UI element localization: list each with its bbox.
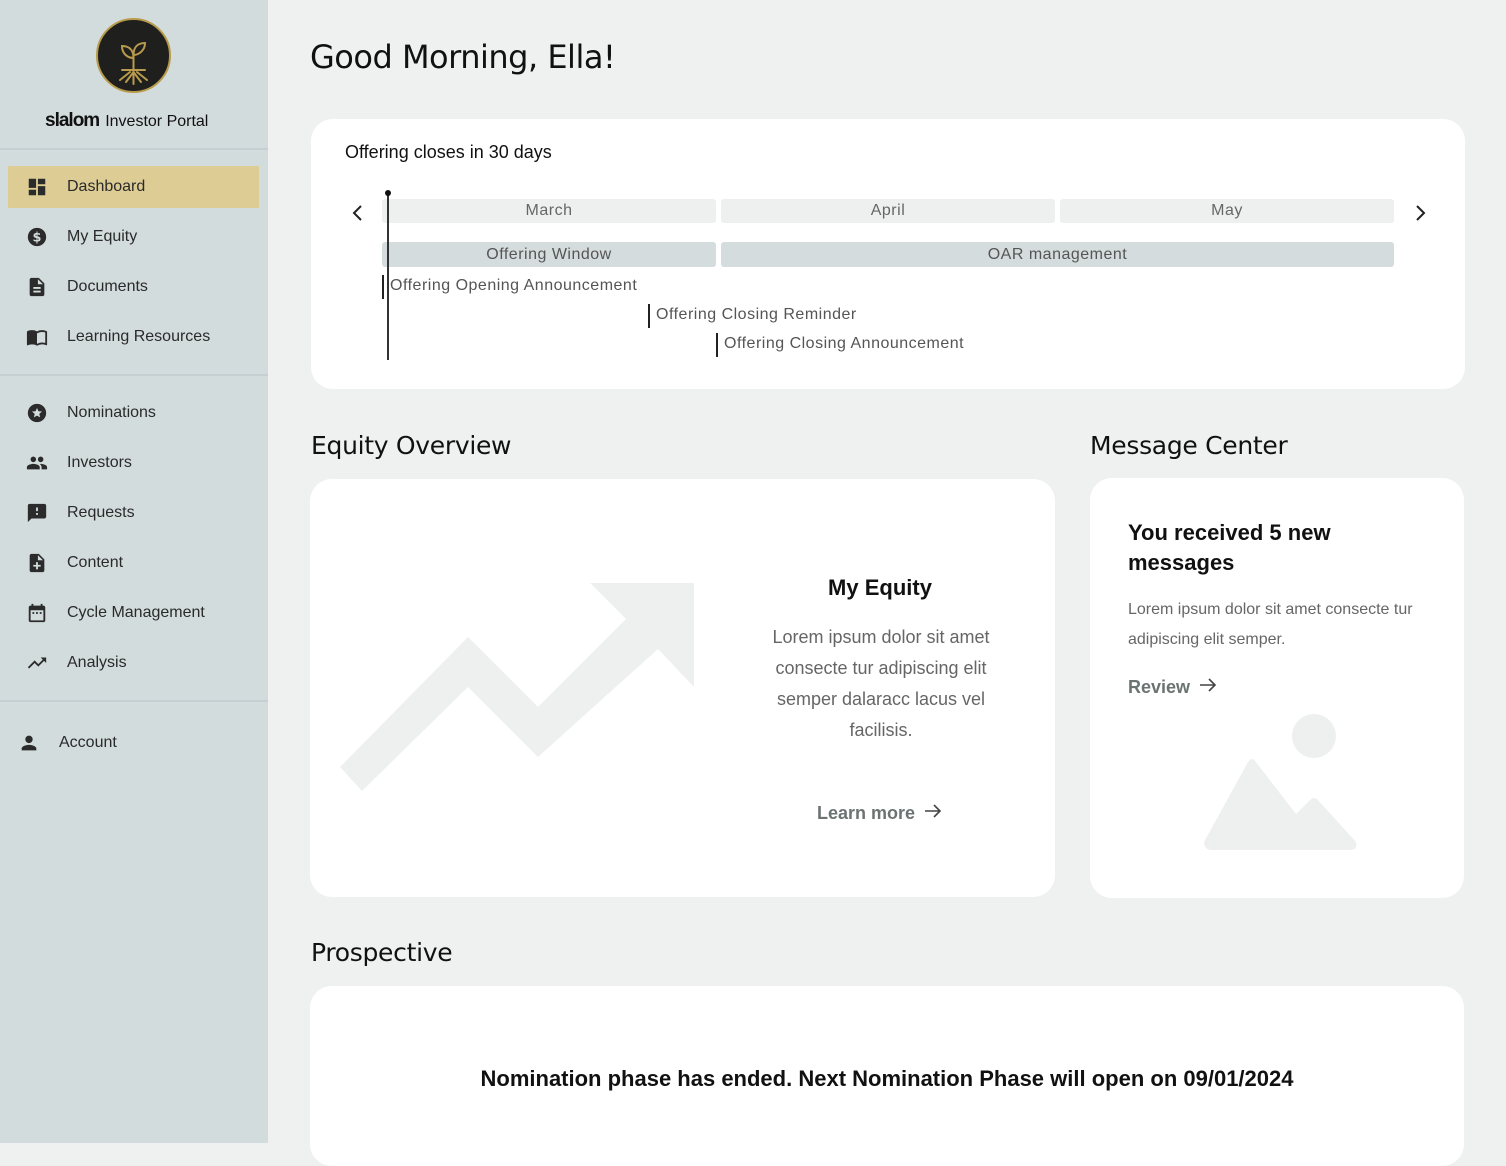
equity-overview-card [310,479,1055,897]
sidebar-item-cycle-management[interactable] [8,592,259,634]
prospective-section-title: Prospective [311,938,453,967]
sidebar-item-nominations[interactable] [8,392,259,434]
timeline-title: Offering closes in 30 days [345,142,552,162]
logo-area [0,0,268,150]
trend-arrow-illustration [340,579,700,799]
nomination-status-text: Nomination phase has ended. Next Nomination Phase will open on 09/01/2024 [480,1066,1294,1091]
equity-heading: My Equity [828,575,932,600]
sidebar-item-label: Nominations [67,404,156,421]
timeline-event[interactable]: Offering Closing Announcement [716,333,964,357]
divider [0,148,268,150]
sidebar-item-account[interactable] [0,722,251,764]
timeline-month: April [721,199,1055,223]
sidebar-item-label: My Equity [67,228,138,245]
message-section-title: Message Center [1090,431,1288,460]
book-icon [26,326,48,348]
review-label: Review [1128,677,1191,697]
sidebar-item-label: Dashboard [67,178,146,195]
person-icon [18,732,40,754]
message-heading: You received 5 new messages [1128,520,1331,575]
page-title: Good Morning, Ella! [310,38,616,76]
product-name: Investor Portal [105,113,209,130]
sidebar-item-label: Learning Resources [67,328,211,345]
calendar-icon [26,602,48,624]
sidebar-item-requests[interactable] [8,492,259,534]
timeline-month: May [1060,199,1394,223]
document-icon [26,276,48,298]
sidebar-item-analysis[interactable] [8,642,259,684]
review-link[interactable] [1128,675,1218,700]
sidebar-item-label: Cycle Management [67,604,205,621]
arrow-right-icon [923,801,943,826]
message-center-card [1090,478,1464,898]
chevron-right-icon[interactable] [1408,201,1432,225]
feedback-icon [26,502,48,524]
sidebar-item-label: Analysis [67,654,127,671]
timeline-month: March [382,199,716,223]
prospective-card [310,986,1464,1166]
timeline-phase[interactable]: Offering Window [382,242,716,267]
sidebar-item-my-equity[interactable] [8,216,259,258]
chevron-left-icon[interactable] [346,201,370,225]
learn-more-link[interactable] [817,801,943,826]
sidebar [0,0,268,1143]
star-circle-icon [26,402,48,424]
sidebar-item-learning-resources[interactable] [8,316,259,358]
brand-name [45,110,208,132]
offering-timeline-card [311,119,1465,389]
equity-description: Lorem ipsum dolor sit amet consecte tur adipiscing elit semper dalaracc lacus vel facilisis. [772,627,990,740]
timeline-event[interactable]: Offering Opening Announcement [382,275,637,299]
arrow-right-icon [1198,675,1218,700]
equity-section-title: Equity Overview [311,431,512,460]
divider [0,374,268,376]
message-description: Lorem ipsum dolor sit amet consecte tur adipiscing elit semper. [1128,601,1413,648]
divider [0,700,268,702]
sidebar-item-label: Content [67,554,124,571]
sidebar-item-label: Requests [67,504,135,521]
dashboard-icon [26,176,48,198]
sidebar-item-label: Account [59,734,117,751]
current-date-dot [385,190,391,196]
timeline-phase[interactable]: OAR management [721,242,1394,267]
image-placeholder-icon [1204,710,1364,852]
brand-logo-text: slalom [45,110,100,131]
sidebar-item-dashboard[interactable] [8,166,259,208]
people-icon [26,452,48,474]
sidebar-item-content[interactable] [8,542,259,584]
sidebar-item-label: Documents [67,278,148,295]
sidebar-item-documents[interactable] [8,266,259,308]
logo-icon[interactable] [96,18,171,93]
sidebar-item-label: Investors [67,454,132,471]
trending-up-icon [26,652,48,674]
svg-text:$: $ [32,230,42,246]
add-document-icon [26,552,48,574]
sidebar-item-investors[interactable] [8,442,259,484]
timeline-event[interactable]: Offering Closing Reminder [648,304,857,328]
dollar-circle-icon [26,226,48,248]
learn-more-label: Learn more [817,803,916,823]
